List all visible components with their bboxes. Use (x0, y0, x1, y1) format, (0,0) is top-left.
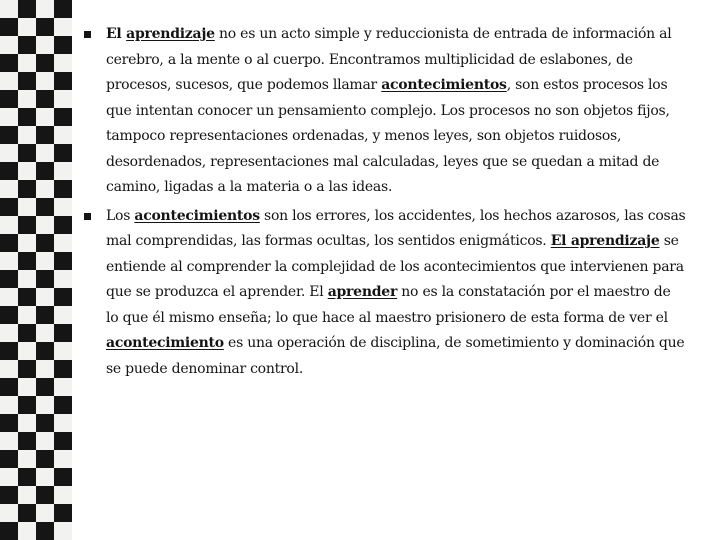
text-segment: son los errores, los accidentes, los hechos azarosos, las cosas mal comprendidas, las formas ocultas, los sentidos enigmáticos. (106, 207, 686, 249)
checkered-border-decoration (0, 0, 72, 540)
bullet-list (82, 22, 686, 385)
keyword-acontecimientos: acontecimientos (134, 207, 260, 224)
paragraph-2-text (106, 208, 686, 377)
text-segment: se entiende al comprender la complejidad de los acontecimientos que intervienen para que se produzca el aprender. El (106, 233, 684, 300)
text-segment: no es la constatación por el maestro de lo que él mismo enseña; lo que hace al maestro prisionero de esta forma de ver el (106, 284, 671, 326)
keyword-el: El (106, 26, 127, 42)
keyword-acontecimientos: acontecimientos (381, 77, 507, 93)
text-segment: es una operación de disciplina, de sometimiento y dominación que se puede denominar control. (106, 335, 685, 377)
keyword-el-aprendizaje: El aprendizaje (550, 233, 660, 249)
text-segment: no es un acto simple y reduccionista de entrada de información al cerebro, a la mente o al cuerpo. Encontramos multiplicidad de eslabones, de procesos, sucesos, que podemos llamar (106, 26, 672, 93)
text-segment: , son estos procesos los que intentan conocer un pensamiento complejo. Los procesos no son objetos fijos, tampoco representaciones ordenadas, y menos leyes, son objetos ruidosos, desordenados, representaciones mal calculadas, leyes que se quedan a mitad de camino, ligadas a la materia o a las ideas. (106, 77, 670, 195)
bullet-paragraph-1 (82, 22, 686, 201)
square-bullet-icon (84, 213, 91, 220)
paragraph-1-text (106, 26, 671, 195)
keyword-aprender: aprender (327, 284, 398, 300)
bullet-paragraph-2 (82, 204, 686, 383)
square-bullet-icon (84, 31, 91, 38)
keyword-acontecimiento: acontecimiento (106, 335, 224, 351)
keyword-aprendizaje: aprendizaje (126, 26, 215, 42)
text-segment: Los (106, 207, 135, 224)
